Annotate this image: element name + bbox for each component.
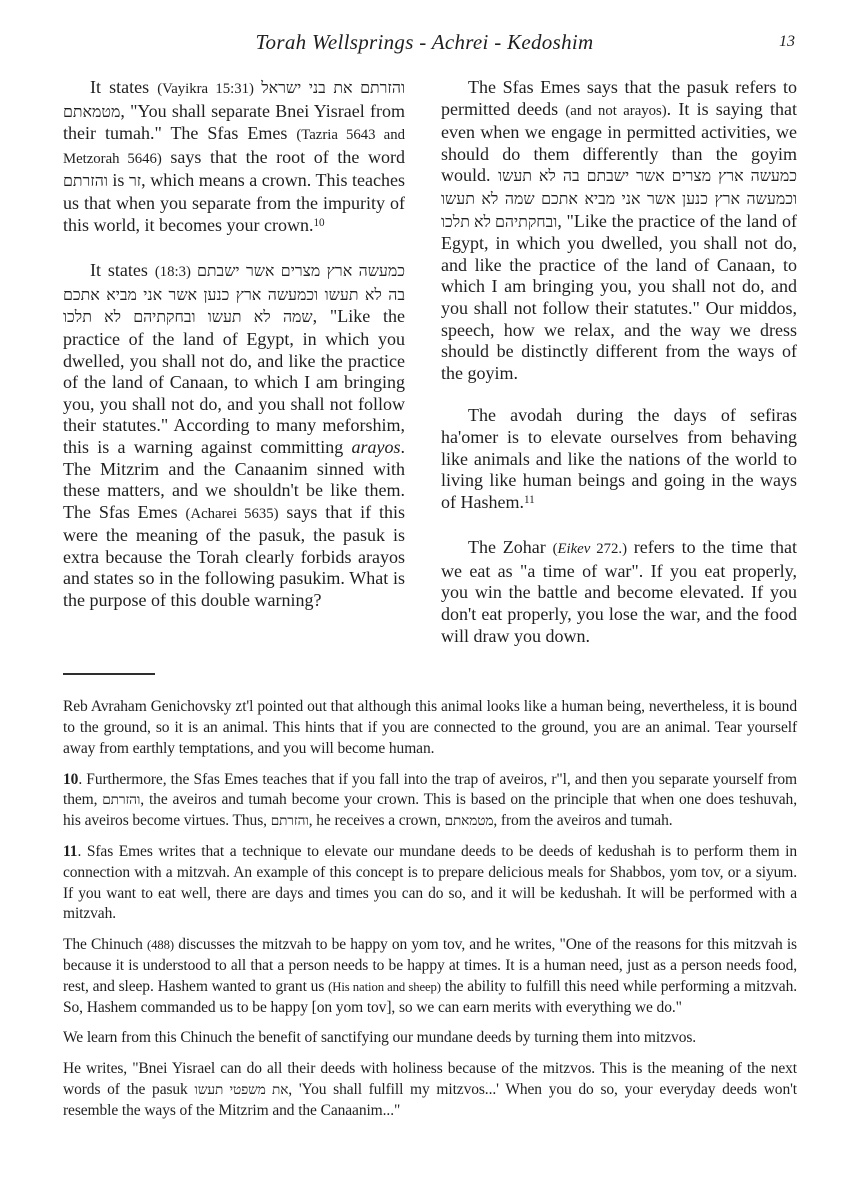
footnote-10: 10. Furthermore, the Sfas Emes teaches that if you fall into the trap of aveiros, r"l, and then you separate yourself from them, והזרתם, the aveiros and tumah become your crown. This is based on the principle that when one does teshuvah, his aveiros become virtues. Thus, והזרתם, he receives a crown, מטמאתם, from the aveiros and tumah.: [63, 770, 797, 830]
paragraph-pasuk-18-3: It states (18:3) כמעשה ארץ מצרים אשר ישבתם בה לא תעשו וכמעשה ארץ כנען אשר אני מביא אתכם שמה לא תעשו ובחקתיהם לא תלכו, "Like the practice of the land of Egypt, in which you dwelled, you shall not do, and like the practice of the land of Canaan, to which I am bringing you, you shall not do, and you shall not follow their statutes." According to many meforshim, this is a warning against committing arayos. The Mitzrim and the Canaanim sinned with these matters, and we shouldn't be like them. The Sfas Emes (Acharei 5635) says that if this were the meaning of the pasuk, the pasuk is extra because the Torah clearly forbids arayos and states so in the following pasukim. What is the purpose of this double warning?: [63, 260, 405, 611]
footnote-chinuch-lesson: We learn from this Chinuch the benefit of sanctifying our mundane deeds by turning them into mitzvos.: [63, 1029, 697, 1047]
paragraph-sfas-emes-permitted-deeds: The Sfas Emes says that the pasuk refers to permitted deeds (and not arayos). It is saying that even when we engage in permitted activities, we should do them differently than the goyim would. כמעשה ארץ מצרים אשר ישבתם בה לא תעשו וכמעשה ארץ כנען אשר אני מביא אתכם שמה לא תעשו ובחקתיהם לא תלכו, "Like the practice of the land of Egypt, in which you dwelled, you shall not do, and like the practice of the land of Canaan, to which I am bringing you, you shall not do, and you shall not follow their statutes." Our middos, speech, how we relax, and the way we dress should be distinctly different from the ways of the goyim.: [441, 77, 797, 383]
running-title: Torah Wellsprings - Achrei - Kedoshim: [255, 30, 594, 54]
footnote-chinuch-quote: He writes, "Bnei Yisrael can do all their deeds with holiness because of the mitzvos. This is the meaning of the next words of the pasuk את משפטי תעשו, 'You shall fulfill my mitzvos...' When you do so, your everyday deeds won't resemble the ways of the Mitzrim and the Canaanim...": [63, 1060, 798, 1119]
main-text-columns: [0, 55, 849, 647]
left-column: [63, 77, 405, 612]
page-header: [0, 0, 849, 55]
footnote-continuation: Reb Avraham Genichovsky zt'l pointed out that although this animal looks like a human being, nevertheless, it is bound to the ground, so it is an animal. This hints that if you are connected to the ground, you are an animal. Tear yourself away from earthly temptations, and you will become human.: [63, 698, 797, 757]
footnotes-section: [0, 697, 849, 1121]
footnote-separator: [63, 673, 155, 675]
page-number: 13: [779, 33, 795, 50]
footnote-chinuch: The Chinuch (488) discusses the mitzvah to be happy on yom tov, and he writes, "One of the reasons for this mitzvah is because it is understood to all that a person needs to be happy at times. It is a human need, just as a person needs food, rest, and sleep. Hashem wanted to grant us (His nation and sheep) the ability to fulfill this need while performing a mitzvah. So, Hashem commanded us to be happy [on yom tov], so we can earn merits with everything we do.": [63, 936, 797, 1016]
paragraph-zohar-time-of-war: The Zohar (Eikev 272.) refers to the time that we eat as "a time of war". If you eat properly, you win the battle and become elevated. If you don't eat properly, you lose the war, and the food will draw you down.: [441, 537, 797, 646]
right-column: [441, 77, 797, 647]
paragraph-avodah-sefiras-haomer: The avodah during the days of sefiras ha'omer is to elevate ourselves from behaving like animals and like the nations of the world to living like human beings and going in the ways of Hashem.$^{11}$: [441, 405, 797, 512]
paragraph-vayikra-quote: It states (Vayikra 15:31) והזרתם את בני ישראל מטמאתם, "You shall separate Bnei Yisrael from their tumah." The Sfas Emes (Tazria 5643 and Metzorah 5646) says that the root of the word והזרתם is זר, which means a crown. This teaches us that when you separate from the impurity of this world, it becomes your crown.$^{10}$: [63, 77, 405, 235]
footnote-11: 11. Sfas Emes writes that a technique to elevate our mundane deeds to be deeds of kedushah is to perform them in connection with a mitzvah. An example of this concept is to prepare delicious meals for Shabbos, yom tov, or a siyum. If you want to eat well, there are days and times you can do so, and it will be kedushah. It will be performed with a mitzvah.: [63, 843, 797, 923]
